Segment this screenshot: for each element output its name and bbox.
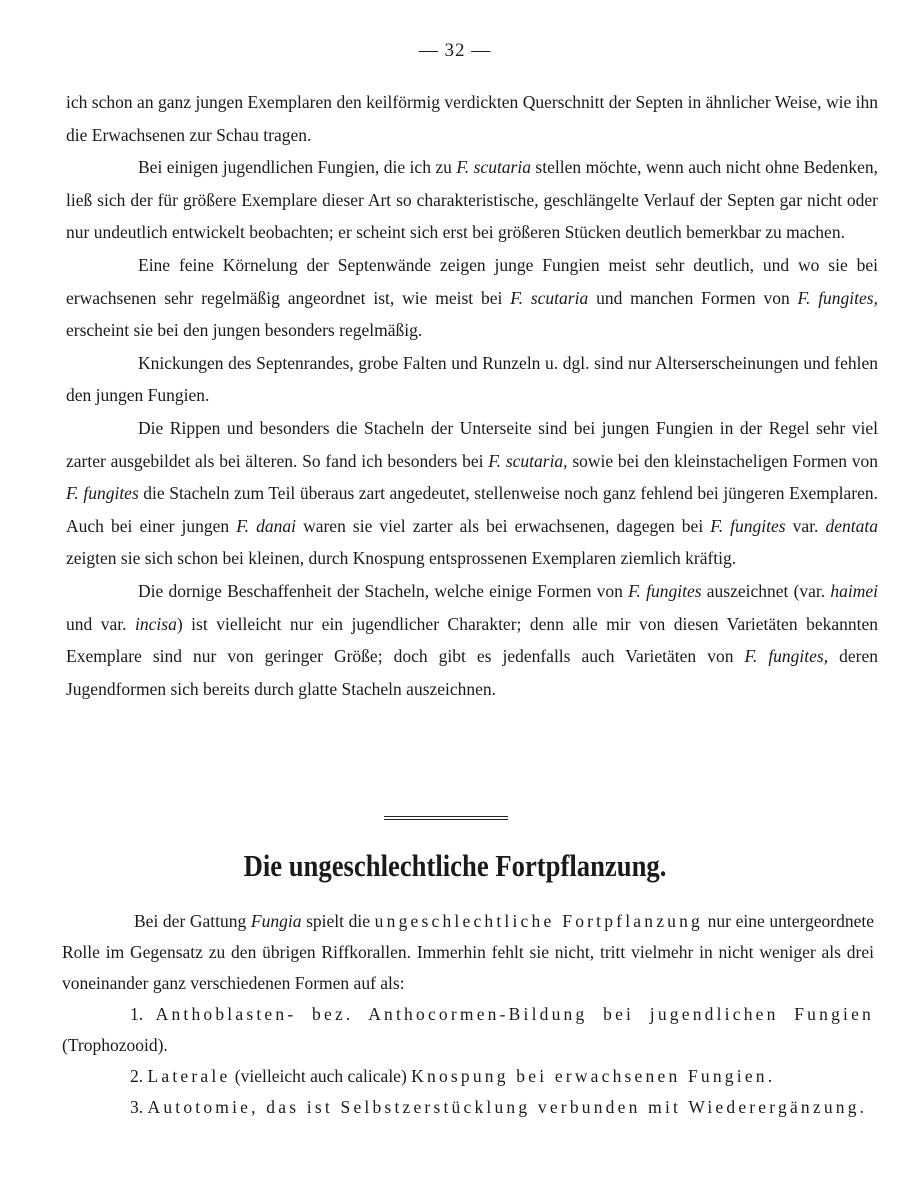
italic-text: Fungia xyxy=(250,911,302,931)
text-run: zeigten sie sich schon bei kleinen, durch Knospung entsprossenen Exemplaren ziemlich kräftig. xyxy=(66,548,737,569)
section-heading: Die ungeschlechtliche Fortpflanzung. xyxy=(243,848,667,883)
italic-text: F. scutaria, xyxy=(488,450,568,471)
body-text xyxy=(66,86,878,705)
text-run: die Stacheln zum Teil überaus zart angedeutet, stellenweise noch ganz fehlend bei jüngeren Exemplaren. Auch bei einer jungen xyxy=(66,483,878,536)
text-run: sowie bei den kleinstacheligen Formen von xyxy=(567,450,879,471)
paragraph xyxy=(66,412,878,575)
text-run: und var. xyxy=(66,613,136,634)
section-text xyxy=(62,906,874,1123)
spaced-text: Autotomie, das ist Selbstzerstücklung verbunden mit Wiederergänzung. xyxy=(147,1097,868,1117)
text-run: Die Rippen und besonders die Stacheln der Unterseite sind bei jungen Fungien in der Regel sehr viel zarter ausgebildet als bei älteren. So fand ich besonders bei xyxy=(66,417,878,471)
italic-text: F. fungites xyxy=(628,580,702,601)
spaced-text: Knospung bei erwachsenen Fungien. xyxy=(411,1066,776,1086)
paragraph xyxy=(66,86,878,151)
text-run: Bei einigen jugendlichen Fungien, die ich zu xyxy=(138,157,457,178)
italic-text: incisa xyxy=(135,613,177,634)
italic-text: F. fungites, xyxy=(797,287,878,308)
text-run: (vielleicht auch calicale) xyxy=(230,1066,412,1086)
list-item xyxy=(62,1092,874,1123)
paragraph xyxy=(66,347,878,412)
text-run: nur eine untergeordnete Rolle im Gegensatz zu den übrigen Riffkorallen. Immerhin fehlt sie nicht, tritt vielmehr in nicht weniger als drei voneinander ganz verschiedenen Formen auf als: xyxy=(62,911,875,993)
text-run: auszeichnet (var. xyxy=(701,580,831,601)
text-run: und manchen Formen von xyxy=(588,287,798,308)
list-item xyxy=(62,999,874,1061)
text-run: waren sie viel zarter als bei erwachsenen, dagegen bei xyxy=(295,515,711,536)
italic-text: dentata xyxy=(825,515,879,536)
text-run: ) ist vielleicht nur ein jugendlicher Charakter; denn alle mir von diesen Varietäten bekannten Exemplare sind nur von geringer Größe; doch gibt es jedenfalls auch Varietäten von xyxy=(66,613,878,667)
italic-text: F. danai xyxy=(236,515,296,536)
paragraph xyxy=(66,575,878,705)
text-run: deren Jugendformen sich bereits durch glatte Stacheln auszeichnen. xyxy=(66,646,878,699)
list-item xyxy=(62,1061,874,1092)
spaced-text: Laterale xyxy=(147,1066,231,1086)
section-intro xyxy=(62,906,874,999)
text-run: erscheint sie bei den jungen besonders regelmäßig. xyxy=(66,320,423,341)
italic-text: haimei xyxy=(830,580,878,601)
text-run: (Trophozooid). xyxy=(62,1035,168,1055)
italic-text: F. scutaria xyxy=(456,157,531,178)
page-number: — 32 — xyxy=(418,40,492,61)
text-run: Eine feine Körnelung der Septenwände zeigen junge Fungien meist sehr deutlich, und wo sie bei erwachsenen sehr regelmäßig angeordnet ist, wie meist bei xyxy=(66,254,878,308)
paragraph xyxy=(66,151,878,249)
text-run: Die dornige Beschaffenheit der Stacheln, welche einige Formen von xyxy=(138,580,629,601)
text-run: Bei der Gattung xyxy=(134,911,251,931)
text-run: var. xyxy=(785,515,826,536)
spaced-text: ungeschlechtliche Fortpflanzung xyxy=(374,911,704,931)
section-divider xyxy=(384,816,508,820)
text-run: 1. xyxy=(130,1004,156,1024)
text-run: Knickungen des Septenrandes, grobe Falten und Runzeln u. dgl. sind nur Alterserscheinungen und fehlen den jungen Fungien. xyxy=(66,352,878,406)
italic-text: F. fungites xyxy=(66,483,139,504)
text-run: ich schon an ganz jungen Exemplaren den keilförmig verdickten Querschnitt der Septen in ähnlicher Weise, wie ihn die Erwachsenen zur Schau tragen. xyxy=(66,92,878,145)
italic-text: F. fungites, xyxy=(744,646,829,667)
italic-text: F. scutaria xyxy=(510,287,589,308)
paragraph xyxy=(66,249,878,347)
text-run: 2. xyxy=(130,1066,148,1086)
text-run: stellen möchte, wenn auch nicht ohne Bedenken, ließ sich der für größere Exemplare dieser Art so charakteristische, geschlängelte Verlauf der Septen gar nicht oder nur undeutlich entwickelt beobachten; er scheint sich erst bei größeren Stücken deutlich bemerkbar zu machen. xyxy=(66,157,878,243)
spaced-text: Anthoblasten- bez. Anthocormen-Bildung bei jugendlichen Fungien xyxy=(155,1004,874,1024)
text-run: spielt die xyxy=(301,911,375,931)
italic-text: F. fungites xyxy=(710,515,786,536)
text-run: 3. xyxy=(130,1097,148,1117)
